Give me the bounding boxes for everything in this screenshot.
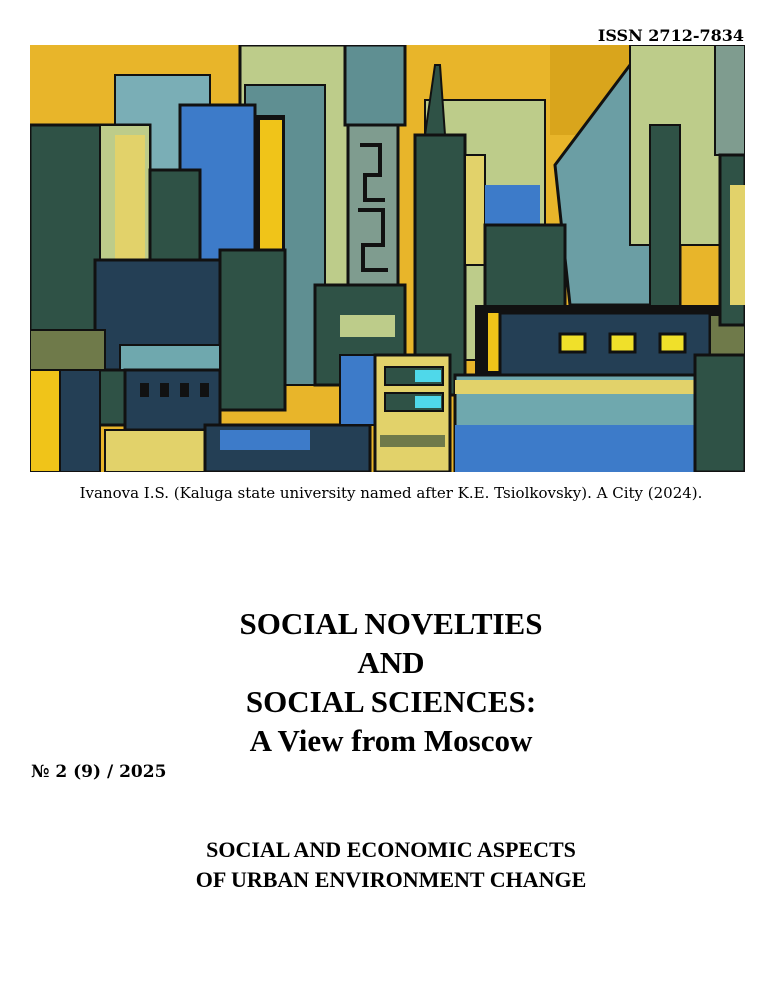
title-line-2: AND (357, 645, 425, 680)
journal-title (0, 604, 782, 760)
issue-number: № 2 (9) / 2025 (31, 762, 167, 782)
title-line-1: SOCIAL NOVELTIES (239, 606, 543, 641)
cover-illustration (30, 45, 745, 472)
cover-caption: Ivanova I.S. (Kaluga state university named after K.E. Tsiolkovsky). A City (2024). (79, 484, 703, 502)
city-painting (30, 45, 745, 472)
title-line-3: SOCIAL SCIENCES: (245, 684, 537, 719)
issn-label: ISSN 2712-7834 (597, 26, 744, 45)
title-line-4: A View from Moscow (249, 723, 533, 758)
section-line-1: SOCIAL AND ECONOMIC ASPECTS (206, 837, 576, 862)
section-line-2: OF URBAN ENVIRONMENT CHANGE (195, 867, 587, 892)
section-title (0, 835, 782, 895)
